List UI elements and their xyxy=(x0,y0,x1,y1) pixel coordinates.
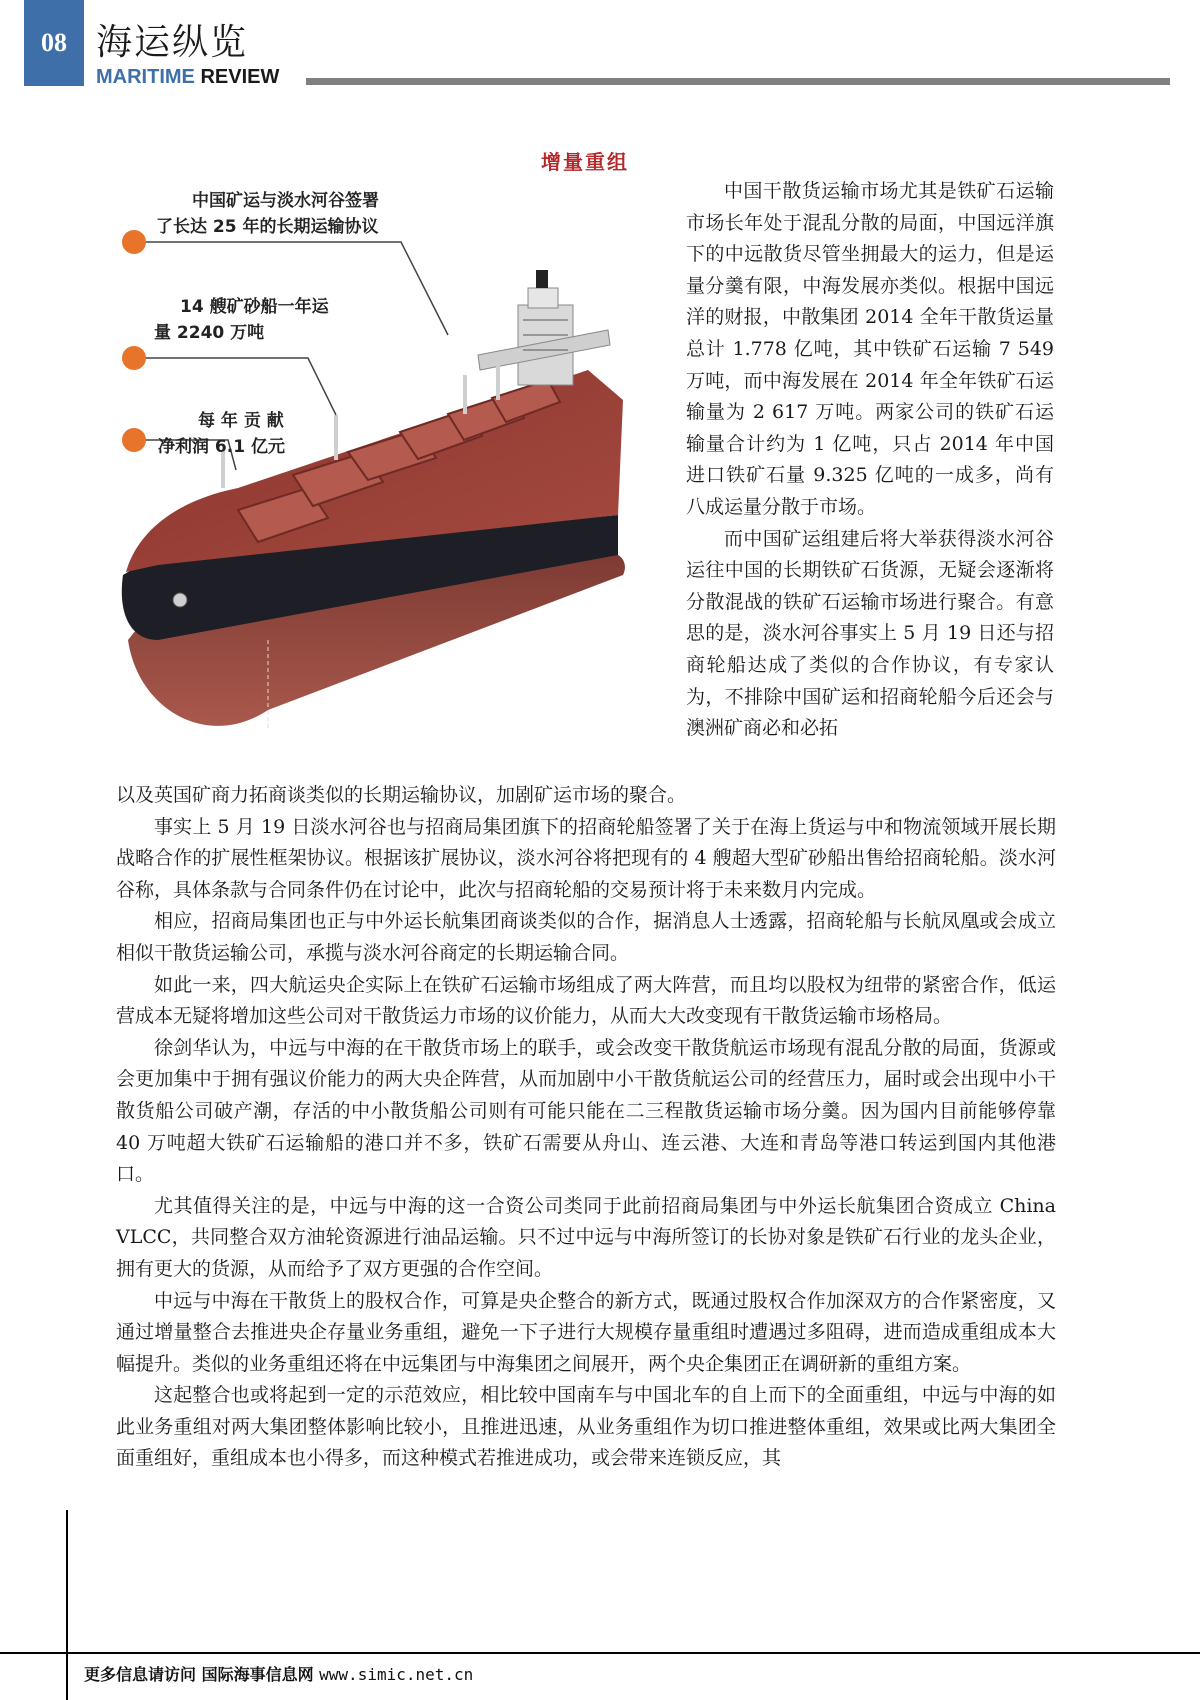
magazine-title-en xyxy=(96,66,279,89)
callout-dot-2 xyxy=(122,346,146,370)
paragraph: 徐剑华认为，中远与中海的在干散货市场上的联手，或会改变干散货航运市场现有混乱分散的局面，货源或会更加集中于拥有强议价能力的两大央企阵营，从而加剧中小干散货航运公司的经营压力，届时或会出现中小干散货船公司破产潮，存活的中小散货船公司则有可能只能在二三程散货运输市场分羹。因为国内目前能够停靠 40 万吨超大铁矿石运输船的港口并不多，铁矿石需要从舟山、连云港、大连和青岛等港口转运到国内其他港口。 xyxy=(116,1036,1056,1186)
callout-dot-1 xyxy=(122,230,146,254)
callout-2-line-2: 量 2240 万吨 xyxy=(154,323,265,343)
callout-3-line-2: 净利润 6.1 亿元 xyxy=(158,437,285,457)
footer-label: 更多信息请访问 国际海事信息网 xyxy=(84,1665,314,1684)
callout-1-line-2: 了长达 25 年的长期运输协议 xyxy=(156,217,379,237)
paragraph: 中国干散货运输市场尤其是铁矿石运输市场长年处于混乱分散的局面，中国远洋旗下的中远散货尽管坐拥最大的运力，但是运量分羹有限，中海发展亦类似。根据中国远洋的财报，中散集团 2014 全年干散货运量总计 1.778 亿吨，其中铁矿石运输 7 549 万吨，而中海发展在 2014 年全年铁矿石运输量为 2 617 万吨。两家公司的铁矿石运输量合计约为 1 亿吨，只占 2014 年中国进口铁矿石量 9.325 亿吨的一成多，尚有八成运量分散于市场。 xyxy=(686,180,1054,518)
footer xyxy=(84,1662,473,1685)
paragraph: 事实上 5 月 19 日淡水河谷也与招商局集团旗下的招商轮船签署了关于在海上货运与中和物流领域开展长期战略合作的扩展性框架协议。根据该扩展协议，淡水河谷将把现有的 4 艘超大型矿砂船出售给招商轮船。淡水河谷称，具体条款与合同条件仍在讨论中，此次与招商轮船的交易预计将于未来数月内完成。 xyxy=(116,815,1056,901)
paragraph: 如此一来，四大航运央企实际上在铁矿石运输市场组成了两大阵营，而且均以股权为纽带的紧密合作，低运营成本无疑将增加这些公司对干散货运力市场的议价能力，从而大大改变现有干散货运输市场格局。 xyxy=(116,973,1056,1028)
column-text xyxy=(686,176,1054,745)
callout-3-line-1: 每 年 贡 献 xyxy=(198,411,284,431)
footer-url[interactable]: www.simic.net.cn xyxy=(319,1665,474,1684)
paragraph: 相应，招商局集团也正与中外运长航集团商谈类似的合作，据消息人士透露，招商轮船与长航凤凰或会成立相似干散货运输公司，承揽与淡水河谷商定的长期运输合同。 xyxy=(116,910,1056,964)
paragraph: 这起整合也或将起到一定的示范效应，相比较中国南车与中国北车的自上而下的全面重组，中远与中海的如此业务重组对两大集团整体影响比较小，且推进迅速，从业务重组作为切口推进整体重组，效果或比两大集团全面重组好，重组成本也小得多，而这种模式若推进成功，或会带来连锁反应，其 xyxy=(116,1384,1056,1470)
section-heading: 增量重组 xyxy=(541,150,629,174)
header-rule xyxy=(306,78,1170,85)
margin-rule xyxy=(66,1510,68,1700)
paragraph: 中远与中海在干散货上的股权合作，可算是央企整合的新方式，既通过股权合作加深双方的合作紧密度，又通过增量整合去推进央企存量业务重组，避免一下子进行大规模存量重组时遭遇过多阻碍，进而造成重组成本大幅提升。类似的业务重组还将在中远集团与中海集团之间展开，两个央企集团正在调研新的重组方案。 xyxy=(116,1289,1056,1375)
callout-dot-3 xyxy=(122,428,146,452)
magazine-title-en-part1: MARITIME xyxy=(96,66,195,88)
callout-3 xyxy=(158,408,285,460)
magazine-title-zh: 海运纵览 xyxy=(96,22,249,63)
page-number: 08 xyxy=(24,0,84,86)
callout-2-line-1: 14 艘矿砂船一年运 xyxy=(180,297,329,317)
callout-2 xyxy=(154,294,329,346)
callout-1 xyxy=(156,188,379,240)
magazine-title-en-part2: REVIEW xyxy=(200,66,280,88)
ship-illustration xyxy=(118,170,678,770)
paragraph: 尤其值得关注的是，中远与中海的这一合资公司类同于此前招商局集团与中外运长航集团合资成立 China VLCC，共同整合双方油轮资源进行油品运输。只不过中远与中海所签订的长协对象是铁矿石行业的龙头企业，拥有更大的货源，从而给予了双方更强的合作空间。 xyxy=(116,1194,1056,1280)
body-text xyxy=(116,780,1056,1475)
paragraph: 以及英国矿商力拓商谈类似的长期运输协议，加剧矿运市场的聚合。 xyxy=(116,784,687,806)
ship-figure xyxy=(118,170,678,770)
callout-1-line-1: 中国矿运与淡水河谷签署 xyxy=(192,191,379,211)
footer-rule xyxy=(0,1652,1200,1654)
paragraph: 而中国矿运组建后将大举获得淡水河谷运往中国的长期铁矿石货源，无疑会逐渐将分散混战的铁矿石运输市场进行聚合。有意思的是，淡水河谷事实上 5 月 19 日还与招商轮船达成了类似的合作协议，有专家认为，不排除中国矿运和招商轮船今后还会与澳洲矿商必和必拓 xyxy=(686,527,1054,740)
